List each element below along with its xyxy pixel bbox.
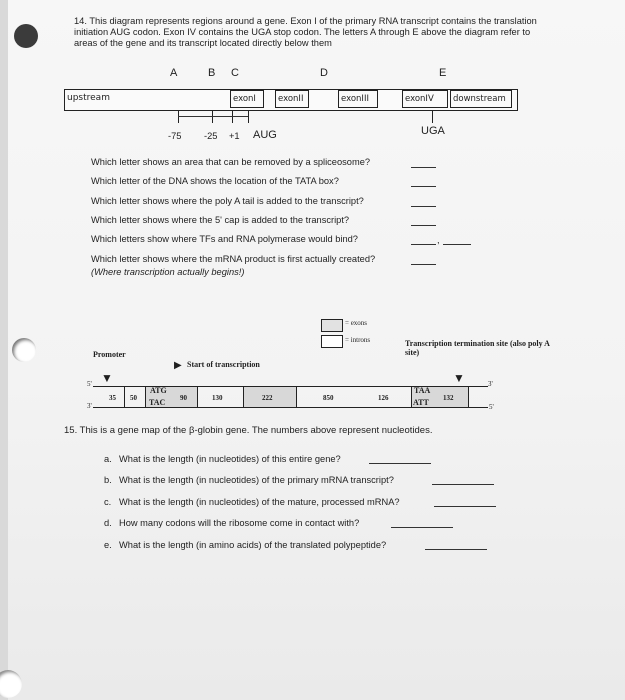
tac-codon: TAC	[149, 398, 166, 407]
segment-divider	[145, 386, 146, 407]
q15-letter-c: c.	[104, 497, 112, 507]
q15-letter-d: d.	[104, 518, 112, 528]
segment-divider	[197, 386, 198, 407]
q15-answer-blank-e[interactable]	[425, 549, 487, 550]
answer-blank-6[interactable]	[411, 264, 436, 265]
segment-divider	[124, 386, 125, 407]
start-arrow-icon: ▶	[174, 360, 182, 371]
letter-d: D	[320, 67, 328, 79]
answer-blank-5a[interactable]	[411, 244, 436, 245]
promoter-arrow-icon: ▼	[101, 371, 113, 385]
tick-connector	[178, 116, 248, 117]
segment-length-35: 35	[109, 394, 116, 402]
three-prime-bottom-label: 3'	[87, 402, 92, 410]
binder-hole	[14, 24, 38, 48]
exon-4-box: exonIV	[402, 90, 448, 108]
question-14-prompt: 14. This diagram represents regions around a gene. Exon I of the primary RNA transcript contains the translation initiation AUG codon. Exon IV contains the UGA stop codon. The letters A through E above the diagram refer to areas of the gene and its transcript located directly below them	[74, 16, 537, 48]
exon-legend-label: = exons	[345, 319, 368, 327]
q15-question-e: What is the length (in amino acids) of the translated polypeptide?	[119, 540, 387, 550]
segment-length-132: 132	[443, 394, 454, 402]
q14-question-4: Which letter shows where the 5' cap is added to the transcript?	[91, 215, 350, 225]
answer-blank-2[interactable]	[411, 186, 436, 187]
answer-blank-4[interactable]	[411, 225, 436, 226]
segment-divider	[243, 386, 244, 407]
letter-b: B	[208, 67, 216, 79]
exon-3-box: exonIII	[338, 90, 378, 108]
aug-label: AUG	[253, 129, 277, 141]
q15-answer-blank-d[interactable]	[391, 527, 453, 528]
q14-question-6: Which letter shows where the mRNA product is first actually created?	[91, 254, 376, 264]
letter-c: C	[231, 67, 239, 79]
q14-question-1: Which letter shows an area that can be removed by a spliceosome?	[91, 157, 371, 167]
five-prime-bottom-label: 5'	[489, 403, 494, 411]
q14-question-6-note: (Where transcription actually begins!)	[91, 267, 245, 277]
atg-codon: ATG	[150, 386, 167, 395]
exon-legend-box	[321, 319, 343, 332]
question-15-prompt: 15. This is a gene map of the β-globin gene. The numbers above represent nucleotides.	[64, 425, 433, 436]
q15-question-d: How many codons will the ribosome come in contact with?	[119, 518, 360, 528]
upstream-label: upstream	[67, 93, 110, 103]
segment-length-50: 50	[130, 394, 137, 402]
position-minus-75: -75	[168, 131, 182, 141]
answer-blank-3[interactable]	[411, 206, 436, 207]
segment-divider	[411, 386, 412, 407]
q14-question-3: Which letter shows where the poly A tail is added to the transcript?	[91, 196, 364, 206]
segment-length-126: 126	[378, 394, 389, 402]
promoter-label: Promoter	[93, 350, 126, 359]
tick-mark	[248, 110, 249, 123]
att-codon: ATT	[413, 398, 429, 407]
position-minus-25: -25	[204, 131, 218, 141]
q15-letter-a: a.	[104, 454, 112, 464]
q15-question-a: What is the length (in nucleotides) of this entire gene?	[119, 454, 341, 464]
segment-length-90: 90	[180, 394, 187, 402]
dna-bottom-strand	[93, 407, 488, 408]
exon-2-box: exonII	[275, 90, 309, 108]
q15-question-c: What is the length (in nucleotides) of the mature, processed mRNA?	[119, 497, 400, 507]
segment-length-130: 130	[212, 394, 223, 402]
termination-arrow-icon: ▼	[453, 371, 465, 385]
q15-question-b: What is the length (in nucleotides) of the primary mRNA transcript?	[119, 475, 394, 485]
letter-e: E	[439, 67, 447, 79]
q15-answer-blank-c[interactable]	[434, 506, 496, 507]
termination-site-label: Transcription termination site (also poly A site)	[405, 339, 550, 357]
five-prime-top-label: 5'	[87, 380, 92, 388]
segment-length-850: 850	[323, 394, 334, 402]
q15-letter-e: e.	[104, 540, 112, 550]
segment-length-222: 222	[262, 394, 273, 402]
binder-hole	[12, 338, 36, 362]
q15-letter-b: b.	[104, 475, 112, 485]
intron-legend-label: = introns	[345, 336, 371, 344]
q14-question-2: Which letter of the DNA shows the location of the TATA box?	[91, 176, 339, 186]
answer-blank-5b[interactable]	[443, 244, 471, 245]
letter-a: A	[170, 67, 178, 79]
answer-comma: ,	[437, 235, 440, 245]
q14-question-5: Which letters show where TFs and RNA polymerase would bind?	[91, 234, 358, 244]
position-plus-1: +1	[229, 131, 240, 141]
intron-legend-box	[321, 335, 343, 348]
tick-mark	[432, 110, 433, 123]
start-of-transcription-label: Start of transcription	[187, 360, 260, 369]
uga-label: UGA	[421, 125, 445, 137]
segment-divider	[468, 386, 469, 407]
three-prime-top-label: 3'	[488, 380, 493, 388]
exon-1-box: exonI	[230, 90, 264, 108]
downstream-box: downstream	[450, 90, 512, 108]
segment-divider	[296, 386, 297, 407]
taa-codon: TAA	[414, 386, 431, 395]
answer-blank-1[interactable]	[411, 167, 436, 168]
q15-answer-blank-b[interactable]	[432, 484, 494, 485]
q15-answer-blank-a[interactable]	[369, 463, 431, 464]
